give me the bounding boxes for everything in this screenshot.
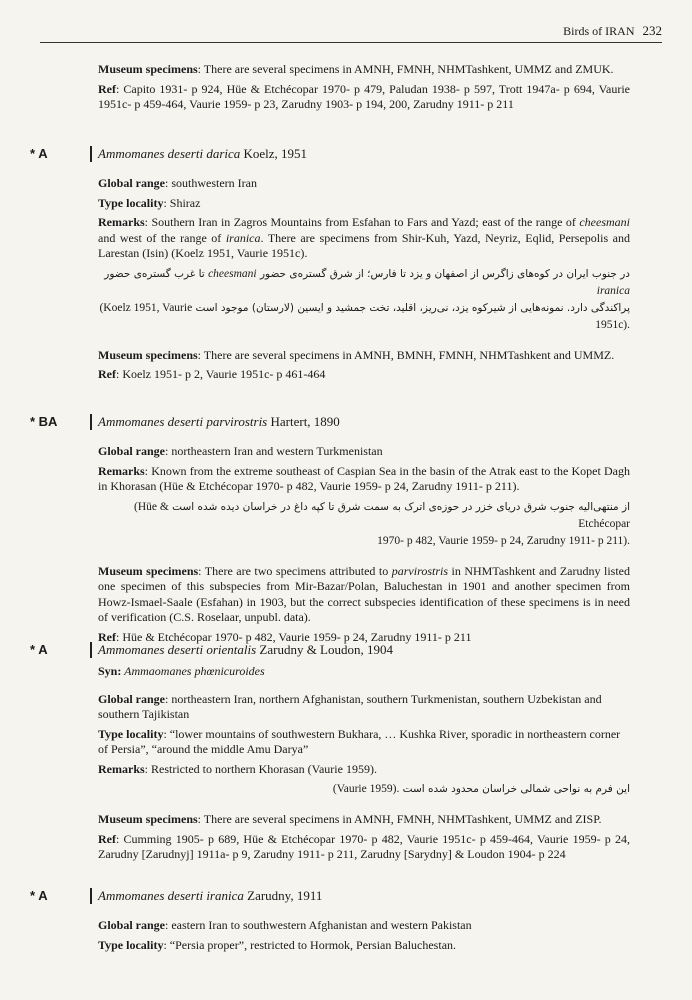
global-range: Global range: eastern Iran to southwestern Afghanistan and western Pakistan	[98, 918, 472, 932]
heading-bar	[90, 642, 92, 658]
persian-remarks: این فرم به نواحی شمالی خراسان محدود شده است (Vaurie 1959).	[332, 783, 630, 795]
status-code: * BA	[30, 414, 58, 429]
taxon-heading	[30, 414, 630, 432]
status-code: * A	[30, 642, 48, 657]
taxon-name: Ammomanes deserti orientalis Zarudny & Loudon, 1904	[98, 642, 393, 657]
museum-specimens: Museum specimens: There are two specimens attributed to parvirostris in NHMTashkent and Zarudny listed one specimen of this subspecies from Mir-Bazar/Polan, Baluchestan in 1901 and another specimen from Howz-Ismael-Saale (Esfahan) in 1903, but the correct subspecies identification of these specimens is in need of verification (C.S. Roselaar, unpubl. data).	[98, 563, 630, 624]
museum-specimens: Museum specimens: There are several specimens in AMNH, FMNH, NHMTashkent, UMMZ and ZISP.	[98, 812, 602, 826]
taxon-name: Ammomanes deserti parvirostris Hartert, 1890	[98, 414, 340, 429]
persian-remarks: در جنوب ایران در کوه‌های زاگرس از اصفهان و یزد تا فارس؛ از شرق گستره‌ی حضور cheesmani تا غرب گستره‌ی حضور iranica پراکندگی دارد. نمونه‌هایی از شیرکوه یزد، نی‌ریز، اقلید، تخت جمشید و ایسین (لارستان) موجود است (Koelz 1951, Vaurie 1951c).	[99, 267, 630, 331]
status-code: * A	[30, 888, 48, 903]
taxon-name: Ammomanes deserti darica Koelz, 1951	[98, 146, 308, 161]
heading-bar	[90, 888, 92, 904]
taxon-heading	[30, 888, 630, 906]
remarks: Remarks: Southern Iran in Zagros Mountains from Esfahan to Fars and Yazd; east of the range of cheesmani and west of the range of iranica. There are specimens from Shir-Kuh, Yazd, Neyriz, Eqlid, Persepolis and Larestan (Isin) (Koelz 1951, Vaurie 1951c).	[98, 215, 630, 260]
reference-paragraph: Ref: Capito 1931- p 924, Hüe & Etchécopar 1970- p 479, Paludan 1938- p 597, Trott 1947a- p 694, Vaurie 1951c- p 459-464, Vaurie 1959- p 23, Zarudny 1903- p 194, 200, Zarudny 1911- p 211	[98, 81, 630, 111]
reference: Ref: Hüe & Etchécopar 1970- p 482, Vaurie 1959- p 24, Zarudny 1911- p 211	[98, 629, 472, 644]
type-locality: Type locality: “lower mountains of southwestern Bukhara, … Kushka River, sporadic in northeastern corner of Persia”, “around the middle Amu Darya”	[98, 726, 621, 756]
remarks: Remarks: Known from the extreme southeast of Caspian Sea in the basin of the Atrak east to the Kopet Dagh in Khorasan (Hüe & Etchécopar 1970- p 482, Vaurie 1959- p 24, Zarudny 1911- p 211).	[98, 463, 630, 493]
type-locality: Type locality: “Persia proper”, restricted to Hormok, Persian Baluchestan.	[98, 937, 457, 952]
taxon-name: Ammomanes deserti iranica Zarudny, 1911	[98, 888, 323, 903]
reference: Ref: Cumming 1905- p 689, Hüe & Etchécopar 1970- p 482, Vaurie 1951c- p 459-464, Vaurie 1959- p 24, Zarudny [Zarudnyj] 1911a- p 9, Zarudny 1911- p 211, Zarudny [Sarydny] & Loudon 1904- p 224	[98, 831, 630, 861]
global-range: Global range: southwestern Iran	[98, 176, 257, 190]
book-title: Birds of IRAN	[563, 24, 635, 38]
heading-bar	[90, 414, 92, 430]
taxon-heading	[30, 146, 630, 164]
museum-specimens-paragraph: Museum specimens: There are several specimens in AMNH, FMNH, NHMTashkent, UMMZ and ZMUK.	[98, 62, 614, 76]
type-locality: Type locality: Shiraz	[98, 195, 201, 210]
heading-bar	[90, 146, 92, 162]
taxon-body	[98, 176, 630, 387]
synonym: Syn: Ammaomanes phœnicuroides	[98, 664, 265, 678]
museum-specimens: Museum specimens: There are several specimens in AMNH, BMNH, FMNH, NHMTashkent and UMMZ.	[98, 347, 615, 362]
taxon-body	[98, 664, 630, 867]
continued-block	[98, 62, 630, 117]
taxon-heading	[30, 642, 630, 660]
global-range: Global range: northeastern Iran and western Turkmenistan	[98, 444, 383, 458]
reference: Ref: Koelz 1951- p 2, Vaurie 1951c- p 461-464	[98, 367, 326, 381]
taxon-body	[98, 918, 630, 957]
page-header	[40, 22, 662, 43]
status-code: * A	[30, 146, 48, 161]
page-number: 232	[642, 23, 662, 38]
taxon-body	[98, 444, 630, 649]
persian-remarks: از منتهی‌الیه جنوب شرق دریای خزر در حوزه‌ی اترک به سمت شرق تا کپه داغ در خراسان دیده شده است (Hüe & Etchécopar 1970- p 482, Vaurie 1959- p 24, Zarudny 1911- p 211).	[134, 500, 630, 547]
running-title	[563, 23, 662, 39]
remarks: Remarks: Restricted to northern Khorasan (Vaurie 1959).	[98, 761, 377, 776]
global-range: Global range: northeastern Iran, northern Afghanistan, southern Turkmenistan, southern Uzbekistan and southern Tajikistan	[98, 691, 602, 721]
